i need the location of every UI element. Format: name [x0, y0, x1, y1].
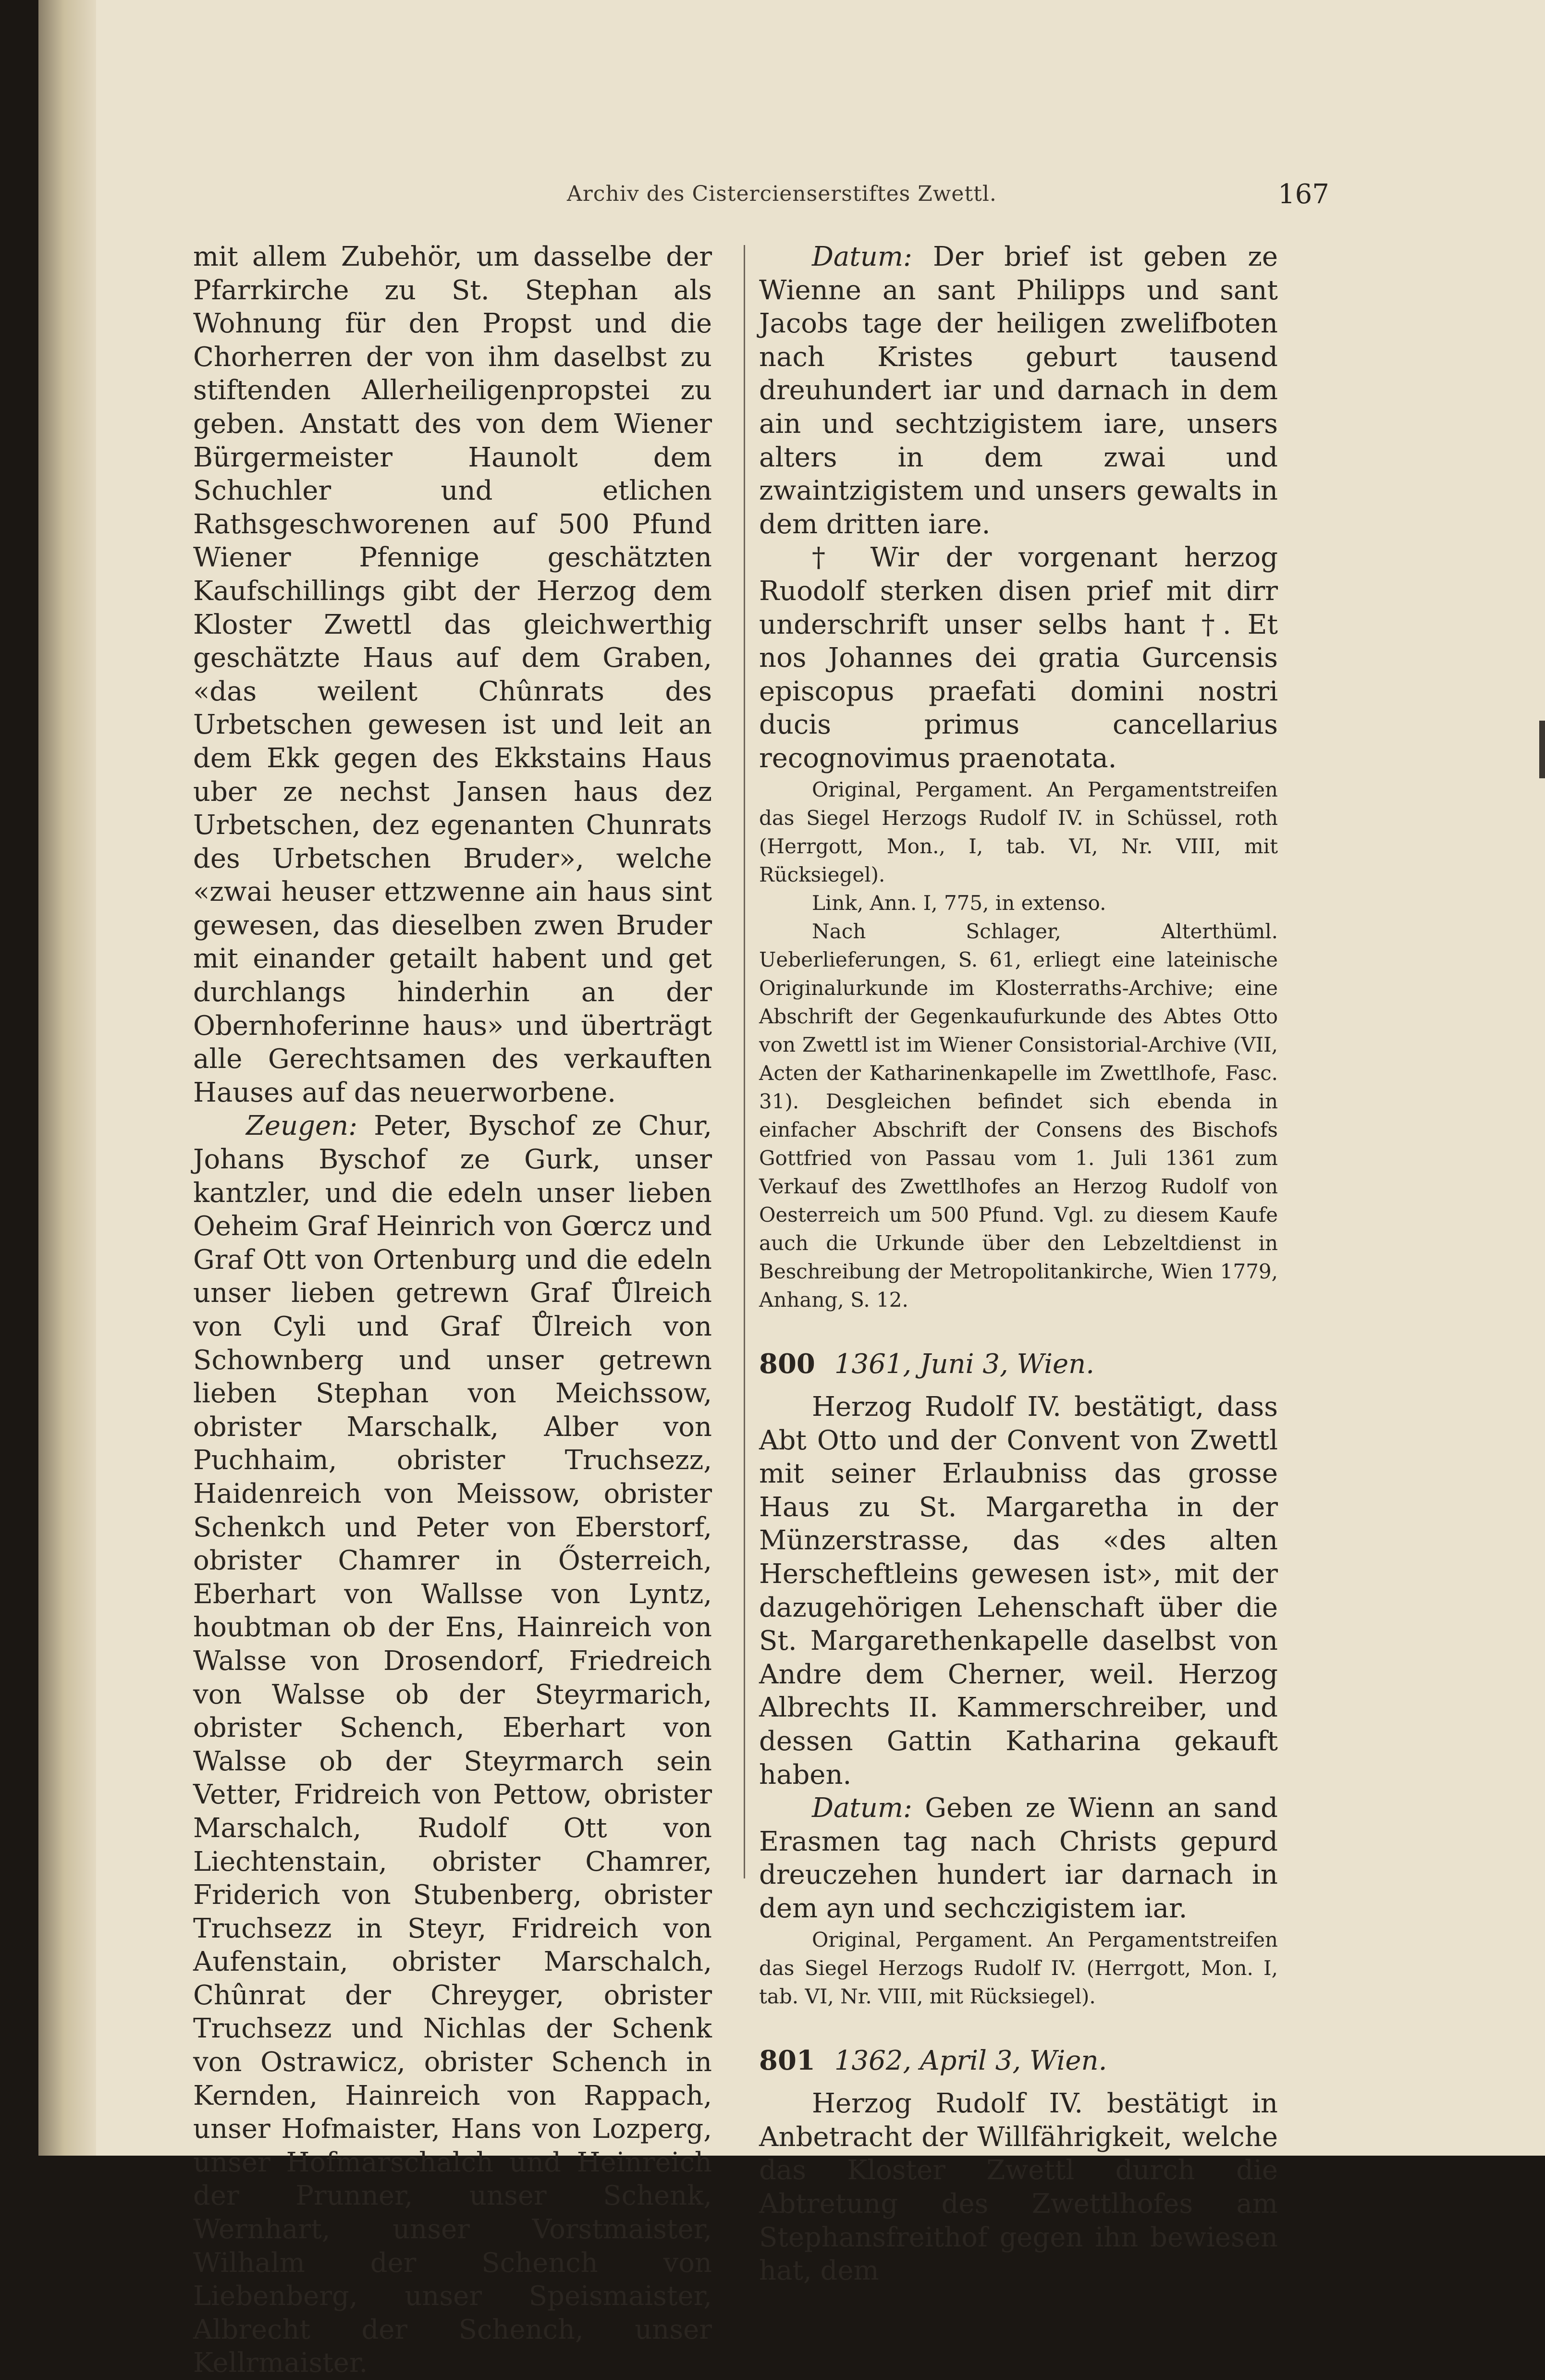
page-gutter	[38, 0, 96, 2156]
entry-800-number: 800	[759, 1348, 815, 1380]
edge-mark	[1539, 721, 1545, 778]
source-note-1: Original, Pergament. An Pergamentstreifen das Siegel Herzogs Rudolf IV. in Schüssel, roth (Herrgott, Mon., I, tab. VI, Nr. VIII, mit Rücksiegel).	[759, 777, 1278, 886]
datum-paragraph-2	[759, 1791, 1278, 1925]
entry-801-heading	[759, 2044, 1278, 2078]
source-note-2: Link, Ann. I, 775, in extenso.	[812, 891, 1106, 915]
right-column	[759, 240, 1278, 2288]
column-divider	[744, 245, 745, 1878]
datum-text-1: Der brief ist geben ze Wienne an sant Philipps und sant Jacobs tage der heiligen zwelifboten nach Kristes geburt tausend dreuhundert iar und darnach in dem ain und sechtzigistem iare, unsers alters in dem zwai und zwaintzigistem und unsers gewalts in dem dritten iare.	[759, 241, 1278, 540]
entry-800-heading	[759, 1348, 1278, 1381]
zeugen-label: Zeugen:	[246, 1110, 358, 1142]
datum-label-1: Datum:	[812, 241, 912, 272]
book-page	[38, 0, 1545, 2379]
signature-paragraph: † Wir der vorgenant herzog Ruodolf sterken disen prief mit dirr underschrift unser selbs hant †. Et nos Johannes dei gratia Gurcensis episcopus praefati domini nostri ducis primus cancellarius recognovimus praenotata.	[759, 542, 1278, 774]
entry-801-date: 1362, April 3, Wien.	[834, 2045, 1107, 2076]
entry-800-date: 1361, Juni 3, Wien.	[834, 1348, 1095, 1380]
source-note-4: Original, Pergament. An Pergamentstreifen das Siegel Herzogs Rudolf IV. (Herrgott, Mon. I, tab. VI, Nr. VIII, mit Rücksiegel).	[759, 1927, 1278, 2008]
datum-label-2: Datum:	[812, 1792, 912, 1824]
witnesses-paragraph	[193, 1109, 712, 2380]
page-number: 167	[1278, 179, 1329, 210]
source-note-3: Nach Schlager, Alterthüml. Ueberlieferungen, S. 61, erliegt eine lateinische Originalurkunde im Klosterraths-Archive; eine Abschrift der Gegenkaufurkunde des Abtes Otto von Zwettl ist im Wiener Consistorial-Archive (VII, Acten der Katharinenkapelle im Zwettlhofe, Fasc. 31). Desgleichen befindet sich ebenda in einfacher Abschrift der Consens des Bischofs Gottfried von Passau vom 1. Juli 1361 zum Verkauf des Zwettlhofes an Herzog Rudolf von Oesterreich um 500 Pfund. Vgl. zu diesem Kaufe auch die Urkunde über den Lebzeltdienst in Beschreibung der Metropolitankirche, Wien 1779, Anhang, S. 12.	[759, 919, 1278, 1312]
left-paragraph-1: mit allem Zubehör, um dasselbe der Pfarrkirche zu St. Stephan als Wohnung für den Propst und die Chorherren der von ihm daselbst zu stiftenden Allerheiligenpropstei zu geben. Anstatt des von dem Wiener Bürgermeister Haunolt dem Schuchler und etlichen Rathsgeschworenen auf 500 Pfund Wiener Pfennige geschätzten Kaufschillings gibt der Herzog dem Kloster Zwettl das gleichwerthig geschätzte Haus auf dem Graben, «das weilent Chûnrats des Urbetschen gewesen ist und leit an dem Ekk gegen des Ekkstains Haus uber ze nechst Jansen haus dez Urbetschen, dez egenanten Chunrats des Urbetschen Bruder», welche «zwai heuser ettzwenne ain haus sint gewesen, das dieselben zwen Bruder mit einander getailt habent und get durchlangs hinderhin an der Obernhoferinne haus» und überträgt alle Gerechtsamen des verkauften Hauses auf das neuerworbene.	[193, 241, 712, 1108]
entry-801-number: 801	[759, 2044, 815, 2076]
running-head: Archiv des Cistercienserstiftes Zwettl.	[567, 182, 997, 206]
datum-paragraph-1	[759, 240, 1278, 541]
zeugen-text: Peter, Byschof ze Chur, Johans Byschof ze Gurk, unser kantzler, und die edeln unser lieben Oeheim Graf Heinrich von Gœrcz und Graf Ott von Ortenburg und die edeln unser lieben getrewn Graf Ůlreich von Cyli und Graf Ůlreich von Schownberg und unser getrewn lieben Stephan von Meichssow, obrister Marschalk, Alber von Puchhaim, obrister Truchsezz, Haidenreich von Meissow, obrister Schenkch und Peter von Eberstorf, obrister Chamrer in Ősterreich, Eberhart von Wallsse von Lyntz, houbtman ob der Ens, Hainreich von Walsse von Drosendorf, Friedreich von Walsse ob der Steyrmarich, obrister Schench, Eberhart von Walsse ob der Steyrmarch sein Vetter, Fridreich von Pettow, obrister Marschalch, Rudolf Ott von Liechtenstain, obrister Chamrer, Friderich von Stubenberg, obrister Truchsezz in Steyr, Fridreich von Aufenstain, obrister Marschalch, Chûnrat der Chreyger, obrister Truchsezz und Nichlas der Schenk von Ostrawicz, obrister Schench in Kernden, Hainreich von Rappach, unser Hofmaister, Hans von Lozperg, unser Hofmarschalch und Heinreich der Prunner, unser Schenk, Wernhart, unser Vorstmaister, Wilhalm der Schench von Liebenberg, unser Speismaister, Albrecht der Schench, unser Kellrmaister.	[193, 1110, 712, 2379]
entry-801-text: Herzog Rudolf IV. bestätigt in Anbetracht der Willfährigkeit, welche das Kloster Zwettl durch die Abtretung des Zwettlhofes am Stephansfreithof gegen ihn bewiesen hat, dem	[759, 2088, 1278, 2287]
left-column	[193, 240, 712, 2380]
entry-800-text: Herzog Rudolf IV. bestätigt, dass Abt Otto und der Convent von Zwettl mit seiner Erlaubniss das grosse Haus zu St. Margaretha in der Münzerstrasse, das «des alten Herscheftleins gewesen ist», mit der dazugehörigen Lehenschaft über die St. Margarethenkapelle daselbst von Andre dem Cherner, weil. Herzog Albrechts II. Kammerschreiber, und dessen Gattin Katharina gekauft haben.	[759, 1391, 1278, 1791]
datum-text-2: Geben ze Wienn an sand Erasmen tag nach Christs gepurd dreuczehen hundert iar darnach in dem ayn und sechczigistem iar.	[759, 1792, 1278, 1924]
